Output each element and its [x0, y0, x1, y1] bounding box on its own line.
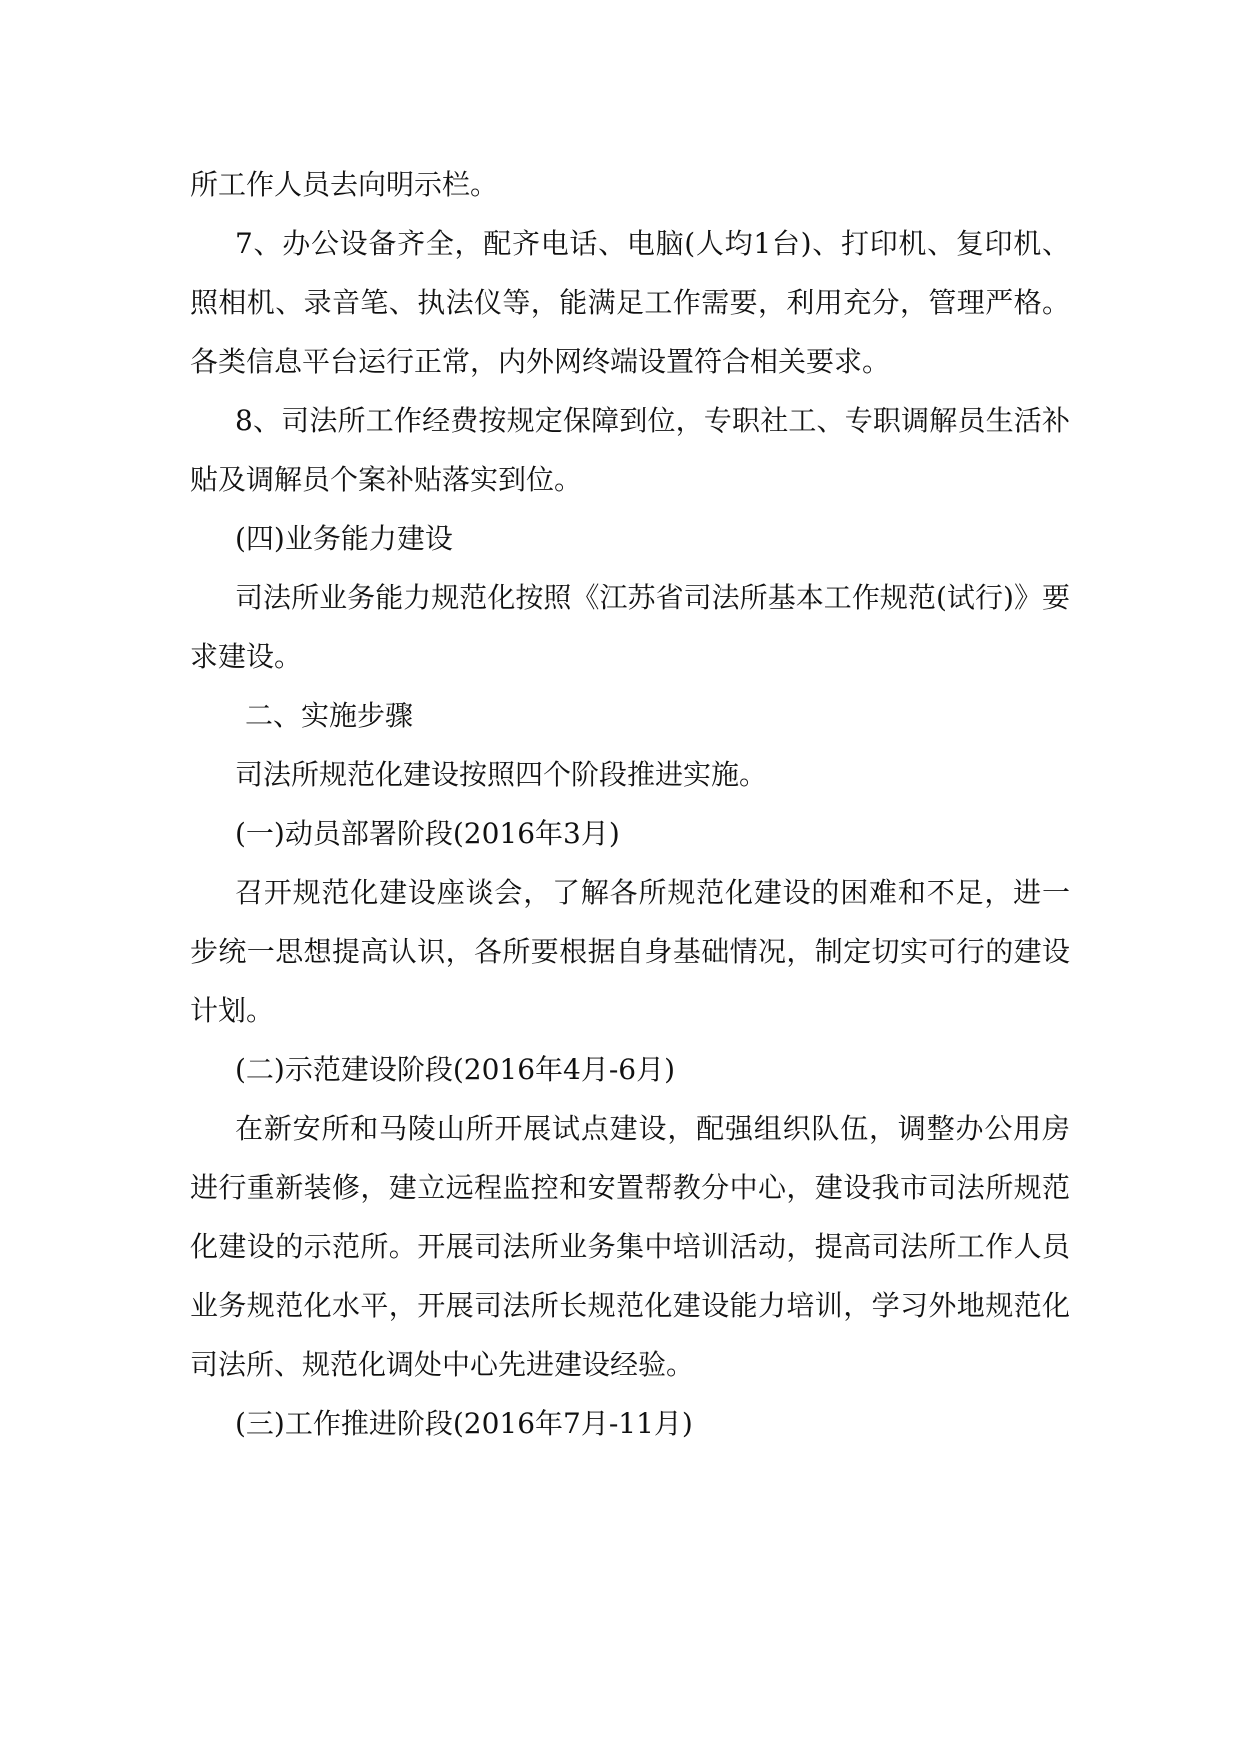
- paragraph-item-7: 7、办公设备齐全，配齐电话、电脑(人均1台)、打印机、复印机、照相机、录音笔、执法仪等，能满足工作需要，利用充分，管理严格。各类信息平台运行正常，内外网终端设置符合相关要求。: [190, 227, 1070, 378]
- paragraph-stage-1: 召开规范化建设座谈会，了解各所规范化建设的困难和不足，进一步统一思想提高认识，各所要根据自身基础情况，制定切实可行的建设计划。: [190, 876, 1070, 1027]
- stage-heading-2: (二)示范建设阶段(2016年4月-6月): [235, 1053, 676, 1086]
- paragraph-four-stages: 司法所规范化建设按照四个阶段推进实施。: [235, 758, 768, 791]
- paragraph-continuation: 所工作人员去向明示栏。: [190, 168, 499, 201]
- paragraph-item-8: 8、司法所工作经费按规定保障到位，专职社工、专职调解员生活补贴及调解员个案补贴落实到位。: [190, 404, 1070, 496]
- document-body: [190, 155, 1070, 1453]
- paragraph-stage-2: 在新安所和马陵山所开展试点建设，配强组织队伍，调整办公用房进行重新装修，建立远程监控和安置帮教分中心，建设我市司法所规范化建设的示范所。开展司法所业务集中培训活动，提高司法所工作人员业务规范化水平，开展司法所长规范化建设能力培训，学习外地规范化司法所、规范化调处中心先进建设经验。: [190, 1112, 1070, 1381]
- stage-heading-1: (一)动员部署阶段(2016年3月): [235, 817, 620, 850]
- chapter-heading-steps: 二、实施步骤: [245, 699, 414, 732]
- section-heading-4: (四)业务能力建设: [235, 522, 453, 555]
- stage-heading-3: (三)工作推进阶段(2016年7月-11月): [235, 1407, 693, 1440]
- paragraph-business-ability: 司法所业务能力规范化按照《江苏省司法所基本工作规范(试行)》要求建设。: [190, 581, 1070, 673]
